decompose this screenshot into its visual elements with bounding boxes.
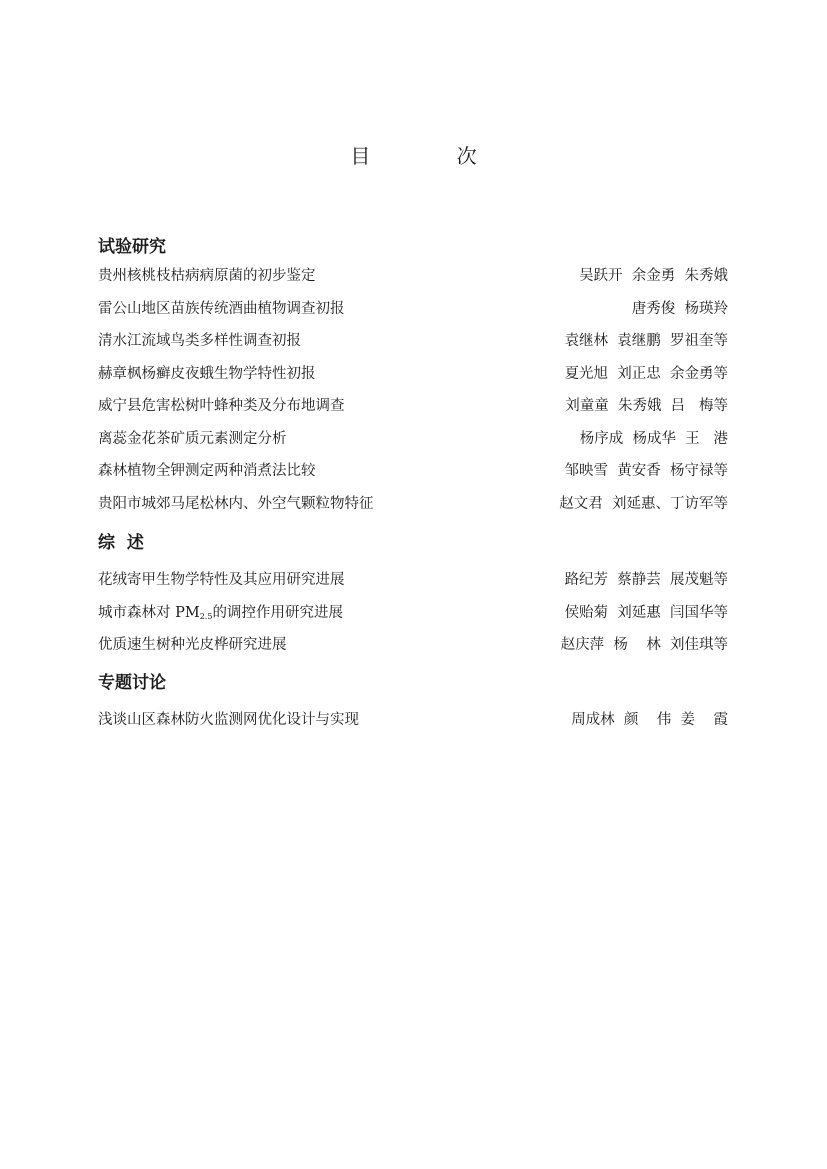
toc-entry[interactable] — [98, 629, 728, 662]
entry-authors: 袁继林 袁继鹏 罗祖奎等 — [564, 333, 728, 349]
toc-entry[interactable] — [98, 260, 728, 293]
entry-title: 森林植物全钾测定两种消煮法比较 — [98, 463, 316, 479]
toc-entry[interactable] — [98, 704, 728, 737]
pm-subscript: 2.5 — [199, 611, 213, 621]
entry-title: 离蕊金花茶矿质元素测定分析 — [98, 430, 287, 447]
toc-entry[interactable] — [98, 423, 728, 456]
toc-entry[interactable] — [98, 390, 728, 423]
toc-entry[interactable] — [98, 488, 728, 521]
entry-authors: 赵庆萍 杨 林 刘佳琪等 — [560, 637, 728, 653]
entry-authors: 侯贻菊 刘延惠 闫国华等 — [564, 604, 728, 621]
entry-title-part: 的调控作用研究进展 — [212, 604, 343, 621]
entry-authors: 赵文君 刘延惠、丁访军等 — [559, 495, 728, 512]
entry-title: 贵阳市城郊马尾松林内、外空气颗粒物特征 — [98, 495, 374, 512]
toc-entry[interactable] — [98, 597, 728, 630]
entry-title: 清水江流域鸟类多样性调查初报 — [98, 333, 301, 349]
entry-title: 赫章枫杨癣皮夜蛾生物学特性初报 — [98, 365, 316, 382]
entry-title: 威宁县危害松树叶蜂种类及分布地调查 — [98, 398, 345, 414]
entry-authors: 刘童童 朱秀娥 吕 梅等 — [565, 398, 728, 414]
section-experimental-research — [98, 234, 728, 520]
entry-title: 优质速生树种光皮桦研究进展 — [98, 637, 287, 653]
page-title: 目 次 — [350, 144, 517, 168]
toc-entry[interactable] — [98, 293, 728, 326]
entry-title: 雷公山地区苗族传统酒曲植物调查初报 — [98, 300, 345, 317]
entry-title-part: 城市森林对 PM — [98, 604, 200, 621]
entry-authors: 唐秀俊 杨瑛羚 — [631, 300, 728, 317]
entry-authors: 邹映雪 黄安香 杨守禄等 — [564, 463, 728, 479]
entry-authors: 吴跃开 余金勇 朱秀娥 — [579, 268, 728, 284]
entry-authors: 杨序成 杨成华 王 港 — [579, 430, 728, 447]
toc-entry[interactable] — [98, 358, 728, 391]
section-review — [98, 530, 728, 662]
section-heading: 综 述 — [98, 533, 144, 553]
toc-entry[interactable] — [98, 325, 728, 358]
entry-authors: 路纪芳 蔡静芸 展茂魁等 — [564, 572, 728, 588]
entry-title — [98, 597, 343, 634]
entry-title: 浅谈山区森林防火监测网优化设计与实现 — [98, 712, 359, 728]
entry-authors: 夏光旭 刘正忠 余金勇等 — [564, 365, 728, 382]
entry-authors: 周成林 颜 伟 姜 霞 — [571, 712, 728, 728]
entry-title: 贵州核桃枝枯病病原菌的初步鉴定 — [98, 268, 316, 284]
toc-entry[interactable] — [98, 455, 728, 488]
toc-entry[interactable] — [98, 564, 728, 597]
entry-title: 花绒寄甲生物学特性及其应用研究进展 — [98, 572, 345, 588]
section-heading: 专题讨论 — [98, 673, 166, 693]
section-special-discussion — [98, 670, 728, 737]
section-heading: 试验研究 — [98, 237, 166, 257]
